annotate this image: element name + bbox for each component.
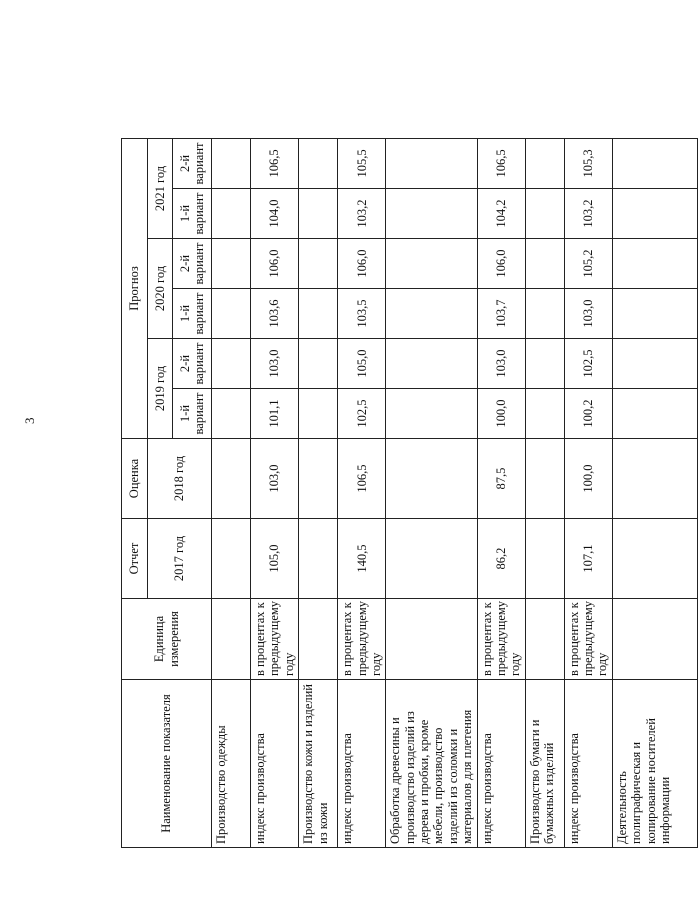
- value-cell: 104,0: [251, 189, 299, 239]
- value-cell: [299, 519, 338, 599]
- value-cell: [299, 389, 338, 439]
- value-cell: [525, 339, 564, 389]
- row-unit: [612, 599, 697, 680]
- header-name: Наименование показателя: [122, 680, 212, 848]
- value-cell: [212, 239, 251, 289]
- value-cell: 102,5: [564, 339, 612, 389]
- header-report: Отчет: [122, 519, 148, 599]
- row-name: Деятельность полиграфическая и копирование носителей информации: [612, 680, 697, 848]
- value-cell: 106,5: [338, 439, 386, 519]
- value-cell: 86,2: [477, 519, 525, 599]
- value-cell: 107,1: [564, 519, 612, 599]
- row-unit: в процентах к предыдущему году: [251, 599, 299, 680]
- table-row: [612, 37, 697, 847]
- page-number: 3: [22, 417, 37, 424]
- row-name: индекс производства: [338, 680, 386, 848]
- row-name: индекс производства: [251, 680, 299, 848]
- row-unit: [525, 599, 564, 680]
- value-cell: 105,0: [338, 339, 386, 389]
- value-cell: 106,0: [251, 239, 299, 289]
- value-cell: [212, 289, 251, 339]
- value-cell: [525, 519, 564, 599]
- value-cell: [299, 339, 338, 389]
- value-cell: [212, 439, 251, 519]
- table-row: [338, 37, 386, 847]
- header-2021: 2021 год: [148, 138, 173, 238]
- value-cell: 100,0: [564, 439, 612, 519]
- value-cell: 103,2: [338, 189, 386, 239]
- header-estimate: Оценка: [122, 439, 148, 519]
- table-row: [212, 37, 251, 847]
- value-cell: 104,2: [477, 189, 525, 239]
- value-cell: [525, 289, 564, 339]
- value-cell: 106,0: [338, 239, 386, 289]
- value-cell: 103,2: [564, 189, 612, 239]
- row-name: Обработка древесины и производство изделий из дерева и пробки, кроме мебели, производство изделий из соломки и материалов для плетения: [386, 680, 477, 848]
- value-cell: [386, 339, 477, 389]
- value-cell: [212, 339, 251, 389]
- value-cell: [525, 389, 564, 439]
- header-2018: 2018 год: [148, 439, 212, 519]
- value-cell: [386, 239, 477, 289]
- value-cell: [612, 289, 697, 339]
- value-cell: 106,5: [477, 138, 525, 188]
- value-cell: 103,0: [251, 439, 299, 519]
- value-cell: [525, 189, 564, 239]
- table-row: [386, 37, 477, 847]
- row-name: индекс производства: [564, 680, 612, 848]
- value-cell: [612, 189, 697, 239]
- value-cell: [612, 439, 697, 519]
- header-2020: 2020 год: [148, 239, 173, 339]
- header-2019: 2019 год: [148, 339, 173, 439]
- row-unit: [386, 599, 477, 680]
- value-cell: 102,5: [338, 389, 386, 439]
- row-name: индекс производства: [477, 680, 525, 848]
- value-cell: [386, 519, 477, 599]
- row-name: Производство кожи и изделий из кожи: [299, 680, 338, 848]
- table-row: [564, 37, 612, 847]
- header-2019-variant-2: 2-й вариант: [173, 339, 212, 389]
- value-cell: [299, 439, 338, 519]
- value-cell: [612, 339, 697, 389]
- table-row: [525, 37, 564, 847]
- value-cell: 103,6: [251, 289, 299, 339]
- value-cell: 105,0: [251, 519, 299, 599]
- value-cell: 103,0: [564, 289, 612, 339]
- value-cell: 100,2: [564, 389, 612, 439]
- row-unit: в процентах к предыдущему году: [564, 599, 612, 680]
- row-name: Производство бумаги и бумажных изделий: [525, 680, 564, 848]
- header-2021-variant-2: 2-й вариант: [173, 138, 212, 188]
- row-unit: в процентах к предыдущему году: [477, 599, 525, 680]
- header-2021-variant-1: 1-й вариант: [173, 189, 212, 239]
- value-cell: [525, 439, 564, 519]
- header-forecast: Прогноз: [122, 138, 148, 438]
- table-row: [299, 37, 338, 847]
- value-cell: [386, 289, 477, 339]
- value-cell: [212, 519, 251, 599]
- value-cell: 103,5: [338, 289, 386, 339]
- value-cell: [612, 389, 697, 439]
- row-unit: [212, 599, 251, 680]
- value-cell: [299, 289, 338, 339]
- table-row: [477, 37, 525, 847]
- header-2019-variant-1: 1-й вариант: [173, 389, 212, 439]
- value-cell: 100,0: [477, 389, 525, 439]
- value-cell: [299, 138, 338, 188]
- value-cell: [212, 389, 251, 439]
- value-cell: [299, 189, 338, 239]
- value-cell: [612, 239, 697, 289]
- rotated-table-wrapper: [121, 38, 672, 848]
- value-cell: [525, 138, 564, 188]
- value-cell: [386, 189, 477, 239]
- value-cell: [386, 389, 477, 439]
- value-cell: 106,0: [477, 239, 525, 289]
- value-cell: [386, 138, 477, 188]
- row-unit: [299, 599, 338, 680]
- value-cell: 105,3: [564, 138, 612, 188]
- value-cell: 103,0: [477, 339, 525, 389]
- value-cell: [386, 439, 477, 519]
- value-cell: [212, 189, 251, 239]
- header-2017: 2017 год: [148, 519, 212, 599]
- value-cell: [212, 138, 251, 188]
- value-cell: 103,7: [477, 289, 525, 339]
- value-cell: 106,5: [251, 138, 299, 188]
- header-2020-variant-2: 2-й вариант: [173, 239, 212, 289]
- forecast-table: [121, 37, 698, 848]
- value-cell: 105,5: [338, 138, 386, 188]
- value-cell: 101,1: [251, 389, 299, 439]
- value-cell: [612, 138, 697, 188]
- row-unit: в процентах к предыдущему году: [338, 599, 386, 680]
- row-name: Производство одежды: [212, 680, 251, 848]
- value-cell: 105,2: [564, 239, 612, 289]
- header-2020-variant-1: 1-й вариант: [173, 289, 212, 339]
- value-cell: 140,5: [338, 519, 386, 599]
- value-cell: [525, 239, 564, 289]
- value-cell: [612, 519, 697, 599]
- value-cell: [299, 239, 338, 289]
- table-row: [251, 37, 299, 847]
- value-cell: 103,0: [251, 339, 299, 389]
- value-cell: 87,5: [477, 439, 525, 519]
- header-unit: Единица измерения: [122, 599, 212, 680]
